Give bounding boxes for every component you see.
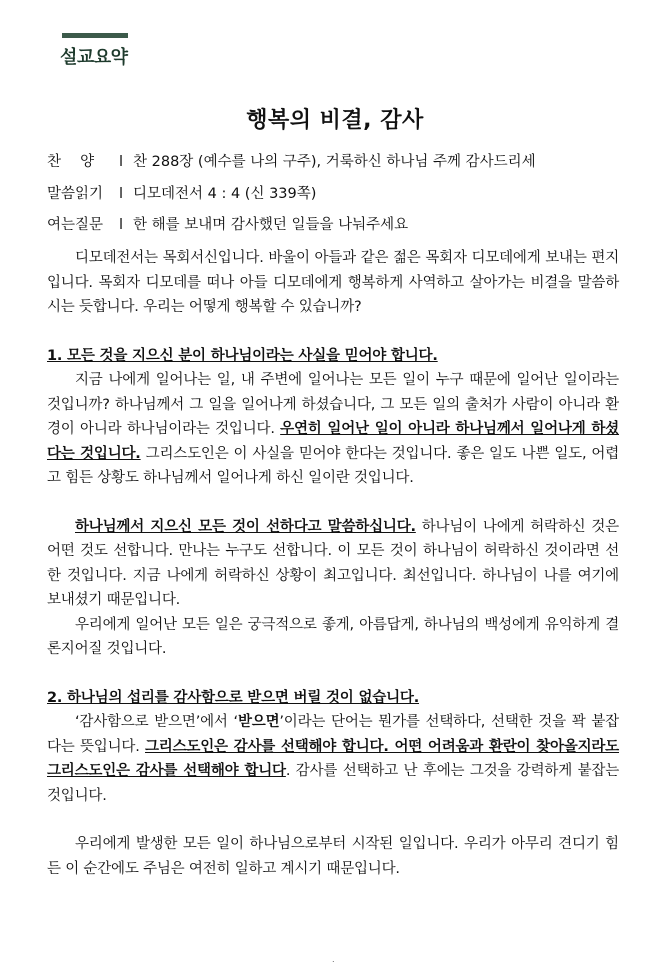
info-value: 디모데전서 4 : 4 (신 339쪽) (133, 186, 317, 202)
info-label: 찬 양 (47, 154, 95, 170)
sermon-body (47, 246, 619, 881)
info-row-reading (47, 182, 316, 203)
text-run: ‘감사함으로 받으면’에서 ‘ (75, 714, 238, 730)
text-run: 지금 나에게 일어나는 일, 내 주변에 일어나는 모든 일이 누구 때문에 일어난 일이라는 것입니까? 하나님께서 그 일을 일어나게 하셨습니다, 그 모든 일의 출처가 사람이 아니라 환경이 아니라 하나님이라는 것입니다. (47, 372, 619, 437)
header-label: 설교요약 (60, 47, 128, 68)
section-1-paragraph-1 (47, 368, 619, 491)
section-1-paragraph-3: 우리에게 일어난 모든 일은 궁극적으로 좋게, 아름답게, 하나님의 백성에게 유익하게 결론지어질 것입니다. (47, 616, 619, 657)
info-value: 한 해를 보내며 감사했던 일들을 나눠주세요 (133, 217, 409, 233)
text-run: . 감사를 선택하고 난 후에는 그것을 강력하게 붙잡는 것입니다. (47, 763, 619, 804)
section-2-paragraph-1 (47, 710, 619, 808)
page-title: 행복의 비결, 감사 (246, 108, 424, 133)
info-row-hymn (47, 150, 536, 171)
header-accent-bar (62, 33, 128, 38)
intro-paragraph: 디모데전서는 목회서신입니다. 바울이 아들과 같은 젊은 목회자 디모데에게 보내는 편지입니다. 목회자 디모데를 떠나 아들 디모데에게 행복하게 사역하고 살아가는 비결을 말씀하시는 듯합니다. 우리는 어떻게 행복할 수 있습니까? (47, 250, 619, 315)
section-2-heading: 2. 하나님의 섭리를 감사함으로 받으면 버릴 것이 없습니다. (47, 689, 420, 706)
info-label: 여는질문 (47, 217, 104, 233)
emphasis-text: 하나님께서 지으신 모든 것이 선하다고 말씀하십니다. (75, 518, 416, 535)
footer-mark: . (332, 955, 335, 964)
section-1-paragraph-2 (47, 515, 619, 613)
bold-text: 받으면 (237, 714, 280, 730)
info-label: 말씀읽기 (47, 186, 104, 202)
info-value: 찬 288장 (예수를 나의 구주), 거룩하신 하나님 주께 감사드리세 (133, 154, 536, 170)
info-separator: l (119, 217, 124, 233)
emphasis-text: 그리스도인은 감사를 선택해야 합니다. 어떤 어려움과 환란이 찾아올지라도 그리스도인은 감사를 선택해야 합니다 (47, 738, 619, 779)
text-run: ’이라는 단어는 뭔가를 선택하다, 선택한 것을 꽉 붙잡다는 뜻입니다. (47, 714, 619, 755)
text-run: 하나님이 나에게 허락하신 것은 어떤 것도 선합니다. 만나는 누구도 선합니다. 이 모든 것이 하나님이 허락하신 것이라면 선한 것입니다. 지금 나에게 허락하신 상황이 최고입니다. 최선입니다. 하나님이 나를 여기에 보내셨기 때문입니다. (47, 518, 619, 608)
section-2-paragraph-2: 우리에게 발생한 모든 일이 하나님으로부터 시작된 일입니다. 우리가 아무리 견디기 힘든 이 순간에도 주님은 여전히 일하고 계시기 때문입니다. (47, 836, 619, 877)
text-run: 그리스도인은 이 사실을 믿어야 한다는 것입니다. 좋은 일도 나쁜 일도, 어렵고 힘든 상황도 하나님께서 일어나게 하신 일이란 것입니다. (47, 445, 619, 486)
emphasis-text: 우연히 일어난 일이 아니라 하나님께서 일어나게 하셨다는 것입니다. (47, 421, 619, 462)
info-separator: l (119, 154, 124, 170)
info-row-question (47, 213, 408, 234)
info-separator: l (119, 186, 124, 202)
section-1-heading: 1. 모든 것을 지으신 분이 하나님이라는 사실을 믿어야 합니다. (47, 347, 438, 364)
